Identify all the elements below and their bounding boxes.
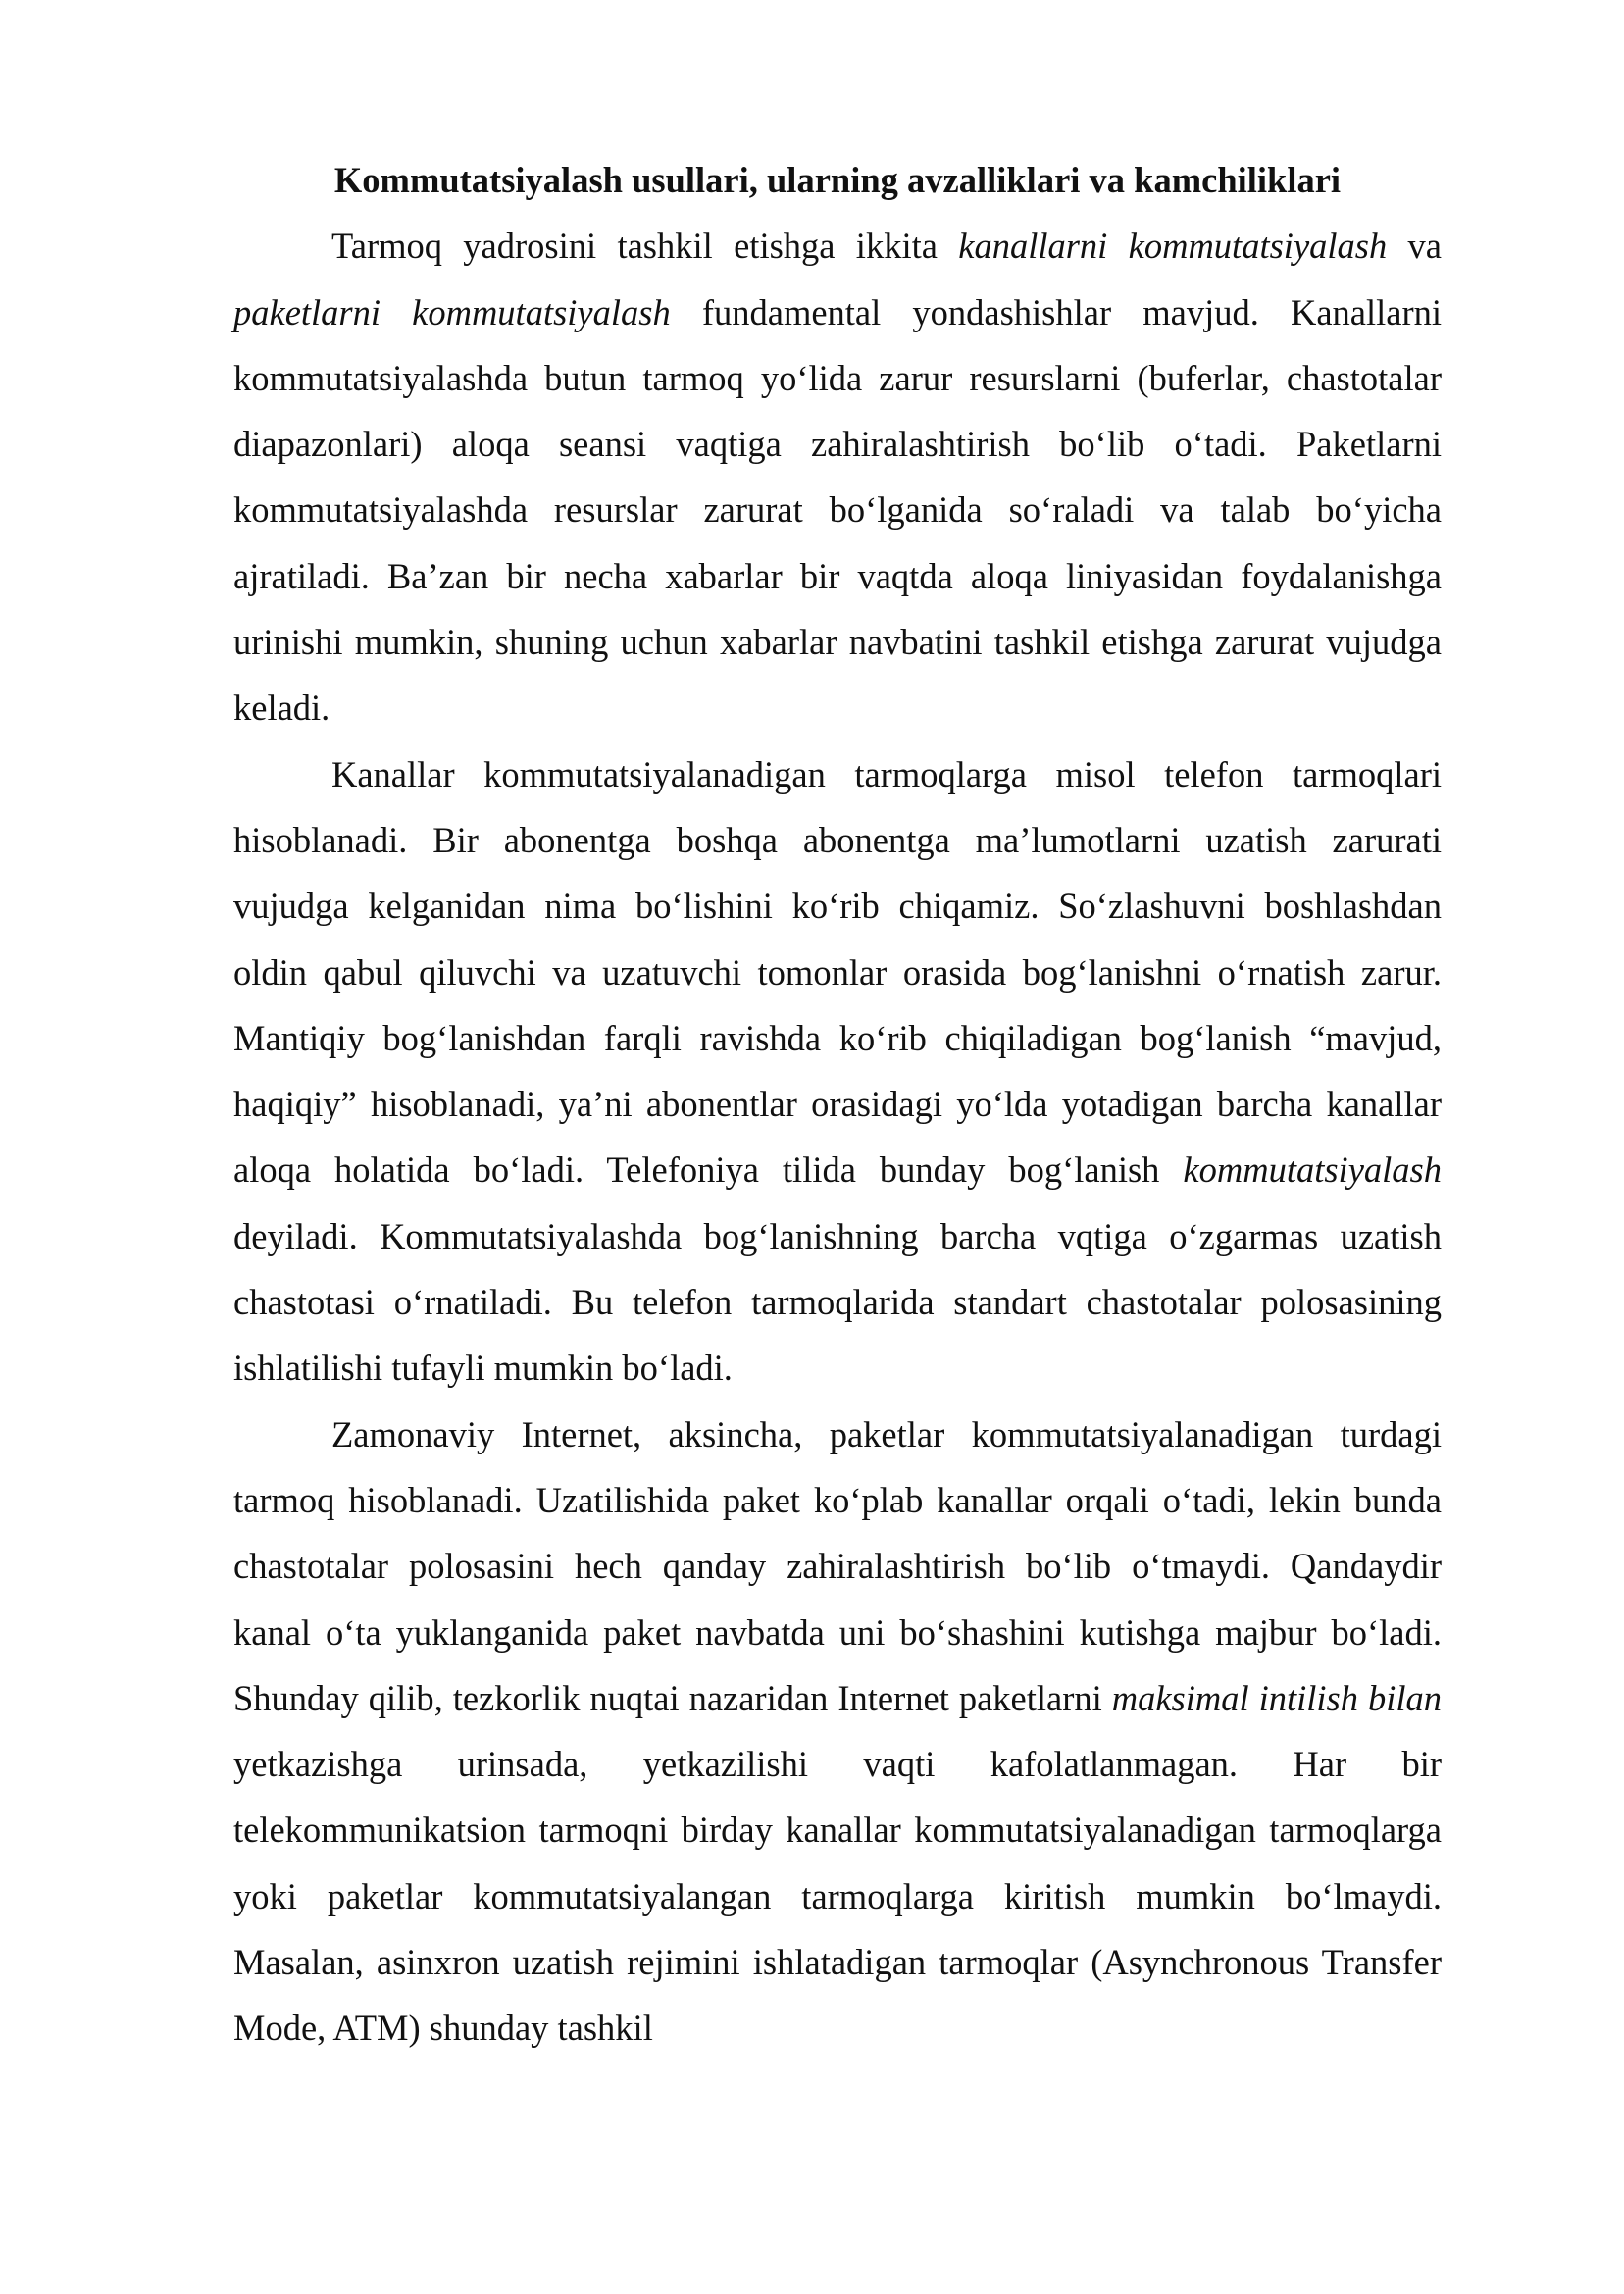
paragraph-2 (233, 741, 1442, 1402)
paragraph-2-text-1: Kanallar kommutatsiyalanadigan tarmoqlarga misol telefon tarmoqlari hisoblanadi. Bir abonentga boshqa abonentga ma’lumotlarni uzatish zarurati vujudga kelganidan nima bo‘lishini ko‘rib chiqamiz. So‘zlashuvni boshlashdan oldin qabul qiluvchi va uzatuvchi tomonlar orasida bog‘lanishni o‘rnatish zarur. Mantiqiy bog‘lanishdan farqli ravishda ko‘rib chiqiladigan bog‘lanish “mavjud, haqiqiy” hisoblanadi, ya’ni abonentlar orasidagi yo‘lda yotadigan barcha kanallar aloqa holatida bo‘ladi. Telefoniya tilida bunday bog‘lanish (233, 753, 1442, 1191)
paragraph-1-text-1: Tarmoq yadrosini tashkil etishga ikkita (331, 226, 959, 267)
document-title: Kommutatsiyalash usullari, ularning avzalliklari va kamchiliklari (333, 160, 1342, 200)
paragraph-3 (233, 1402, 1442, 2062)
paragraph-2-text-2: deyiladi. Kommutatsiyalashda bog‘lanishning barcha vqtiga o‘zgarmas uzatish chastotasi o‘rnatiladi. Bu telefon tarmoqlarida standart chastotalar polosasining ishlatilishi tufayli mumkin bo‘ladi. (233, 1215, 1442, 1389)
paragraph-1-text-2: va (1387, 226, 1442, 267)
paragraph-1-text-3: fundamental yondashishlar mavjud. Kanallarni kommutatsiyalashda butun tarmoq yo‘lida zarur resurslarni (buferlar, chastotalar diapazonlari) aloqa seansi vaqtiga zahiralashtirish bo‘lib o‘tadi. Paketlarni kommutatsiyalashda resurslar zarurat bo‘lganida so‘raladi va talab bo‘yicha ajratiladi. Ba’zan bir necha xabarlar bir vaqtda aloqa liniyasidan foydalanishga urinishi mumkin, shuning uchun xabarlar navbatini tashkil etishga zarurat vujudga keladi. (233, 291, 1442, 729)
paragraph-3-text-1: Zamonaviy Internet, aksincha, paketlar kommutatsiyalanadigan turdagi tarmoq hisoblanadi. Uzatilishida paket ko‘plab kanallar orqali o‘tadi, lekin bunda chastotalar polosasini hech qanday zahiralashtirish bo‘lib o‘tmaydi. Qandaydir kanal o‘ta yuklanganida paket navbatda uni bo‘shashini kutishga majbur bo‘ladi. Shunday qilib, tezkorlik nuqtai nazaridan Internet paketlarni (233, 1413, 1442, 1718)
paragraph-1-italic-2: paketlarni kommutatsiyalash (233, 291, 671, 332)
paragraph-1 (233, 213, 1442, 740)
document-page (233, 147, 1442, 2062)
paragraph-3-italic-1: maksimal intilish bilan (1111, 1677, 1442, 1718)
paragraph-2-italic-1: kommutatsiyalash (1183, 1149, 1442, 1191)
paragraph-1-italic-1: kanallarni kommutatsiyalash (958, 226, 1388, 267)
paragraph-3-text-2: yetkazishga urinsada, yetkazilishi vaqti kafolatlanmagan. Har bir telekommunikatsion tarmoqni birday kanallar kommutatsiyalanadigan tarmoqlarga yoki paketlar kommutatsiyalangan tarmoqlarga kiritish mumkin bo‘lmaydi. Masalan, asinxron uzatish rejimini ishlatadigan tarmoqlar (Asynchronous Transfer Mode, ATM) shunday tashkil (233, 1744, 1442, 2049)
